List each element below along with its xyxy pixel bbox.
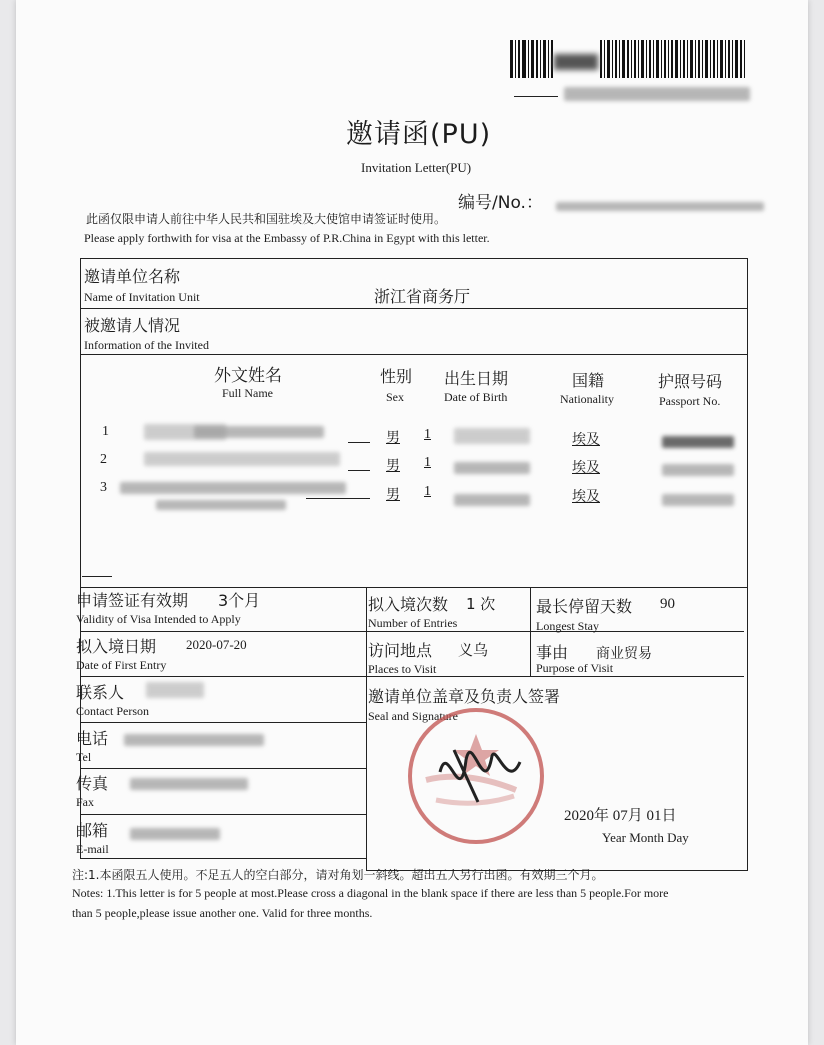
notes-english-line-2: than 5 people,please issue another one. Valid for three months.	[72, 906, 373, 920]
stay-label-cn: 最长停留天数	[536, 597, 633, 616]
seal-label-cn: 邀请单位盖章及负责人签署	[368, 687, 561, 706]
table-top-border	[80, 258, 748, 259]
row-divider	[80, 722, 366, 723]
title-chinese: 邀请函(PU)	[346, 119, 492, 150]
col-sex-cn: 性别	[380, 367, 413, 386]
seal-date: 2020年 07月 01日	[564, 808, 677, 824]
row-divider	[80, 814, 366, 815]
stay-value: 90	[660, 596, 675, 612]
tel-label-en: Tel	[76, 750, 92, 764]
row-divider	[80, 768, 366, 769]
redacted-dob	[454, 494, 530, 506]
notice-chinese: 此函仅限申请人前往中华人民共和国驻埃及大使馆申请签证时使用。	[86, 212, 447, 226]
seal-label-en: Seal and Signature	[368, 709, 458, 723]
notice-english: Please apply forthwith for visa at the Embassy of P.R.China in Egypt with this letter.	[84, 231, 490, 245]
redacted-barcode-number	[564, 87, 750, 101]
redacted-name	[194, 426, 324, 438]
fax-label-en: Fax	[76, 795, 94, 809]
fax-label-cn: 传真	[76, 774, 109, 793]
row-2-nationality: 埃及	[572, 460, 600, 476]
row-1-nationality: 埃及	[572, 432, 600, 448]
redacted-dob	[454, 462, 530, 474]
column-divider	[530, 587, 531, 676]
email-label-cn: 邮箱	[76, 821, 109, 840]
validity-label-cn: 申请签证有效期	[76, 591, 189, 610]
col-fullname-en: Full Name	[222, 386, 273, 400]
row-divider	[80, 631, 744, 632]
entry-date-label-en: Date of First Entry	[76, 658, 167, 672]
invitee-label-cn: 被邀请人情况	[84, 316, 181, 335]
col-fullname-cn: 外文姓名	[214, 366, 282, 386]
title-english: Invitation Letter(PU)	[361, 160, 472, 175]
entries-value: 1 次	[466, 595, 496, 613]
redacted-name	[144, 452, 340, 466]
row-1-sex: 男	[386, 430, 400, 446]
places-value: 义乌	[458, 641, 489, 659]
row-divider	[80, 858, 366, 859]
fill-line	[348, 470, 370, 471]
validity-value: 3个月	[218, 591, 261, 610]
purpose-label-cn: 事由	[536, 643, 569, 662]
row-3-number: 3	[100, 480, 107, 495]
row-3-sex: 男	[386, 487, 400, 503]
official-seal	[396, 700, 556, 850]
redacted-number	[556, 202, 764, 211]
col-dob-cn: 出生日期	[444, 369, 509, 388]
validity-label-en: Validity of Visa Intended to Apply	[76, 612, 241, 626]
notes-chinese: 注:1.本函限五人使用。不足五人的空白部分，请对角划一斜线。超出五人另行出函。有效期三个月。	[72, 868, 604, 882]
email-label-en: E-mail	[76, 842, 109, 856]
redacted-contact-person	[146, 682, 204, 698]
row-2-dob-prefix: 1	[424, 455, 431, 470]
column-divider	[366, 587, 367, 870]
notes-english-line-1: Notes: 1.This letter is for 5 people at most.Please cross a diagonal in the blank space if there are less than 5 people.For more	[72, 886, 669, 900]
col-nationality-en: Nationality	[560, 392, 614, 406]
row-divider	[80, 308, 748, 309]
unit-value: 浙江省商务厅	[374, 287, 471, 306]
tel-label-cn: 电话	[76, 729, 109, 748]
row-1-dob-prefix: 1	[424, 427, 431, 442]
redacted-name	[156, 500, 286, 510]
unit-label-cn: 邀请单位名称	[84, 267, 181, 286]
number-label: 编号/No.：	[458, 193, 543, 213]
entry-date-value: 2020-07-20	[186, 637, 247, 652]
stay-label-en: Longest Stay	[536, 619, 599, 633]
row-divider	[80, 354, 748, 355]
barcode-underline	[514, 96, 558, 97]
entries-label-en: Number of Entries	[368, 616, 458, 630]
places-label-cn: 访问地点	[368, 641, 433, 660]
redacted-fax	[130, 778, 248, 790]
entries-label-cn: 拟入境次数	[368, 595, 449, 614]
places-label-en: Places to Visit	[368, 662, 437, 676]
table-right-border	[747, 258, 748, 870]
redacted-name	[120, 482, 346, 494]
redacted-passport	[662, 436, 734, 448]
row-2-sex: 男	[386, 458, 400, 474]
purpose-value: 商业贸易	[596, 646, 652, 662]
row-1-number: 1	[102, 424, 109, 439]
col-sex-en: Sex	[386, 390, 404, 404]
unit-label-en: Name of Invitation Unit	[84, 290, 200, 304]
col-nationality-cn: 国籍	[572, 371, 605, 390]
invitation-letter-page	[16, 0, 808, 1045]
row-2-number: 2	[100, 452, 107, 467]
fill-line	[348, 442, 370, 443]
entry-date-label-cn: 拟入境日期	[76, 637, 157, 656]
contact-person-label-en: Contact Person	[76, 704, 149, 718]
redacted-dob	[454, 428, 530, 444]
redacted-email	[130, 828, 220, 840]
row-3-dob-prefix: 1	[424, 484, 431, 499]
seal-date-en: Year Month Day	[602, 830, 689, 845]
col-passport-en: Passport No.	[659, 394, 721, 408]
invitee-label-en: Information of the Invited	[84, 338, 209, 352]
purpose-label-en: Purpose of Visit	[536, 661, 614, 675]
col-dob-en: Date of Birth	[444, 390, 508, 404]
contact-person-label-cn: 联系人	[76, 683, 125, 702]
redacted-passport	[662, 494, 734, 506]
redacted-tel	[124, 734, 264, 746]
col-passport-cn: 护照号码	[658, 372, 723, 391]
fill-line	[82, 576, 112, 577]
barcode	[510, 40, 750, 80]
row-3-nationality: 埃及	[572, 489, 600, 505]
redacted-passport	[662, 464, 734, 476]
fill-line	[306, 498, 370, 499]
